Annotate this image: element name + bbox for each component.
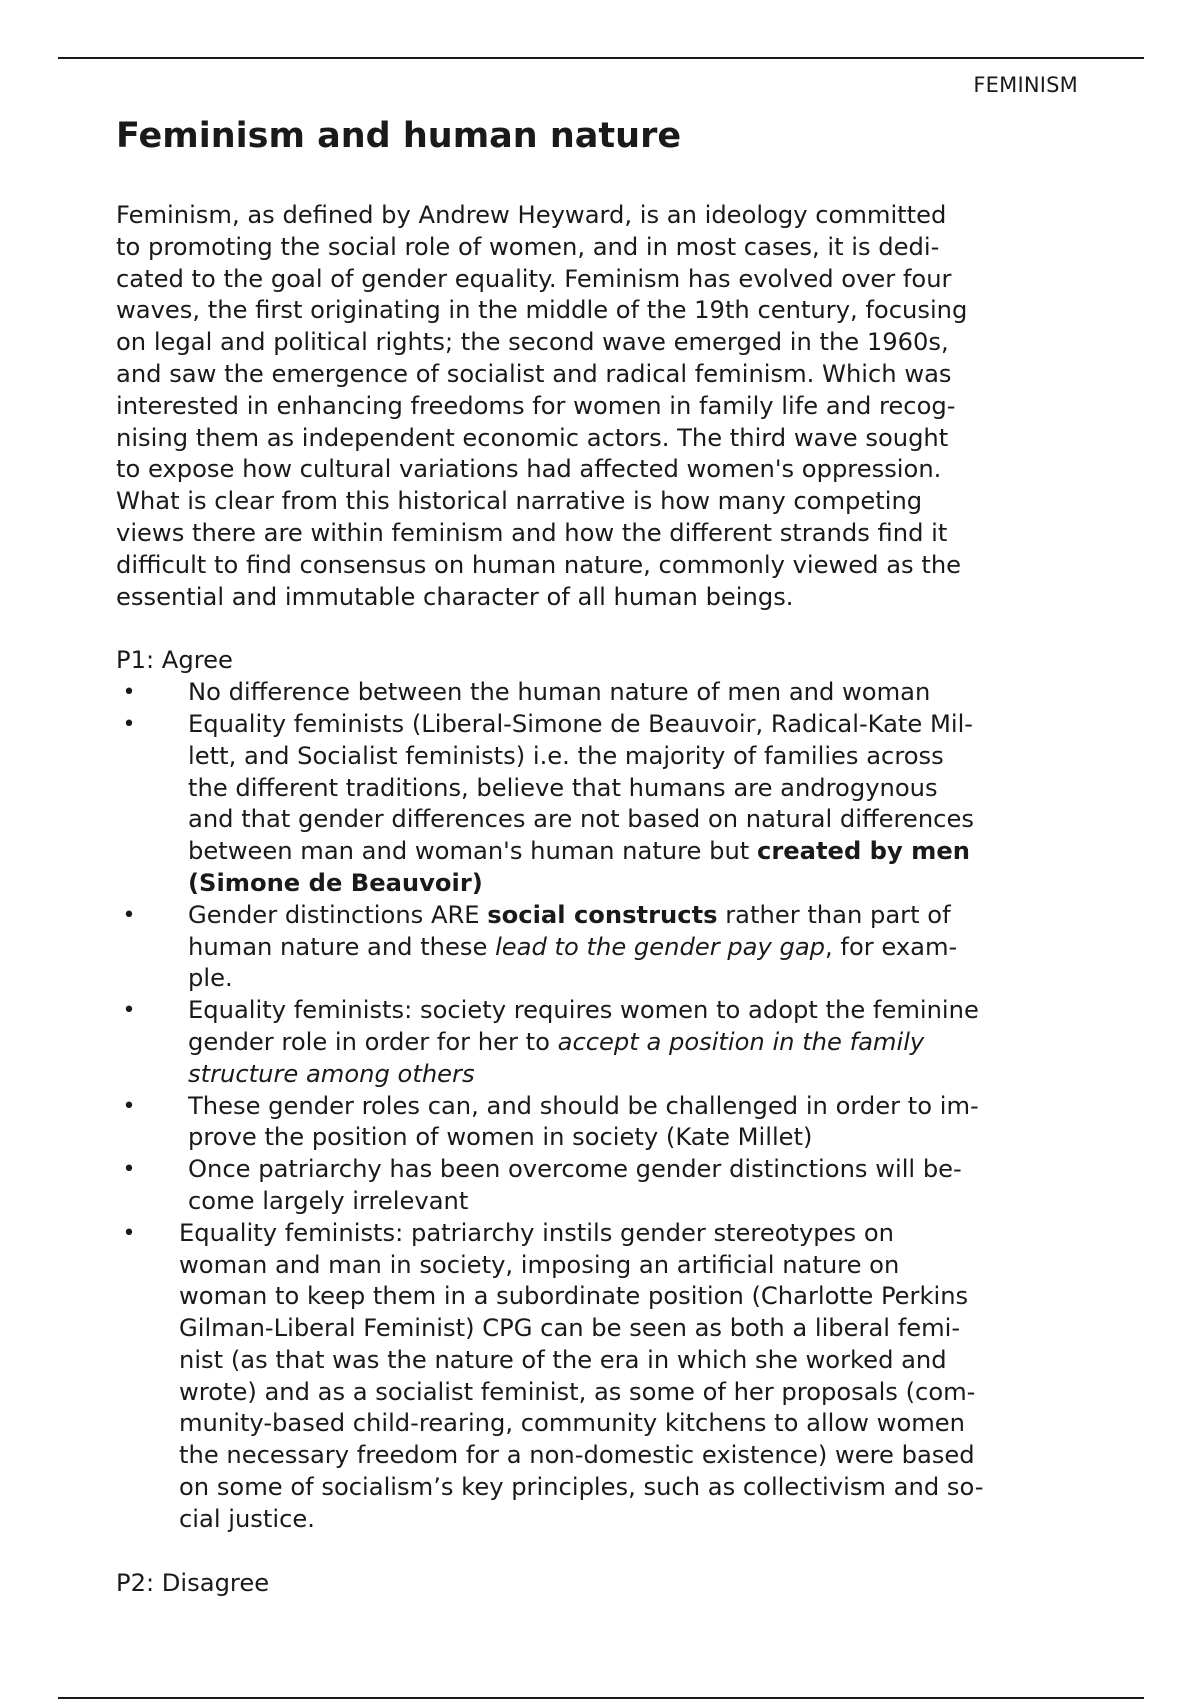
- bullet-icon: •: [122, 711, 136, 737]
- text-run: These gender roles can, and should be challenged in order to im- prove the position of women in society (Kate Millet): [188, 1091, 979, 1152]
- bullet-icon: •: [122, 1157, 136, 1183]
- document-body: [116, 108, 1086, 1599]
- intro-paragraph: Feminism, as defined by Andrew Heyward, is an ideology committed to promoting the social role of women, and in most cases, it is dedi- cated to the goal of gender equality. Feminism has evolved over four waves, the first originating in the middle of the 19th century, focusing on legal and political rights; the second wave emerged in the 1960s, and saw the emergence of socialist and radical feminism. Which was interested in enhancing freedoms for women in family life and recog- nising them as independent economic actors. The third wave sought to expose how cultural variations had affected women's oppression. What is clear from this historical narrative is how many competing views there are within feminism and how the different strands find it difficult to find consensus on human nature, commonly viewed as the essential and immutable character of all human beings.: [116, 201, 968, 611]
- section-label-p2: P2: Disagree: [116, 1568, 270, 1597]
- list-item-text: [116, 1218, 1086, 1536]
- bullet-icon: •: [122, 998, 136, 1024]
- list-item: [116, 1218, 1086, 1536]
- text-run: No difference between the human nature of men and woman: [188, 678, 931, 707]
- bullet-icon: •: [122, 1220, 136, 1246]
- text-run: Gender distinctions ARE: [188, 900, 488, 929]
- list-item: [116, 1154, 1086, 1218]
- text-run: rather than part of human nature and these: [188, 900, 951, 961]
- argument-list: [116, 677, 1086, 1536]
- list-item: [116, 677, 1086, 709]
- header-rule: [58, 57, 1144, 59]
- bullet-icon: •: [122, 1093, 136, 1119]
- emphasis-italic: lead to the gender pay gap: [495, 932, 826, 961]
- running-header: FEMINISM: [973, 73, 1078, 97]
- list-item: [116, 1091, 1086, 1155]
- section-label-p1: P1: Agree: [116, 646, 233, 675]
- emphasis-bold: social constructs: [487, 900, 718, 929]
- text-run: Equality feminists (Liberal-Simone de Beauvoir, Radical-Kate Mil- lett, and Socialist feminists) i.e. the majority of families across the different traditions, believe that humans are androgynous and that gender differences are not based on natural differences between man and woman's human nature but: [188, 709, 974, 866]
- bullet-icon: •: [122, 902, 136, 928]
- list-item-text: [116, 1154, 1086, 1218]
- text-run: Once patriarchy has been overcome gender distinctions will be- come largely irrelevant: [188, 1155, 962, 1215]
- list-item: [116, 709, 1086, 900]
- list-item: [116, 900, 1086, 995]
- list-item-text: [116, 995, 1086, 1090]
- text-run: Equality feminists: patriarchy instils gender stereotypes on woman and man in society, imposing an artificial nature on woman to keep them in a subordinate position (Charlotte Perkins Gilman-Liberal Feminist) CPG can be seen as both a liberal femi- nist (as that was the nature of the era in which she worked and wrote) and as a socialist feminist, as some of her proposals (com- munity-based child-rearing, community kitchens to allow women the necessary freedom for a non-domestic existence) were based on some of socialism’s key principles, such as collectivism and so- cial justice.: [179, 1218, 984, 1533]
- list-item: [116, 995, 1086, 1090]
- bullet-icon: •: [122, 680, 136, 706]
- emphasis-italic: accept a position in the family structure among others: [188, 1027, 925, 1088]
- list-item-text: [116, 1091, 1086, 1155]
- text-run: Equality feminists: society requires women to adopt the feminine gender role in order for her to: [188, 996, 979, 1056]
- list-item-text: [116, 709, 1086, 900]
- document-title: Feminism and human nature: [116, 116, 682, 156]
- list-item-text: [116, 900, 1086, 995]
- text-run: , for exam- ple.: [188, 932, 958, 993]
- list-item-text: [116, 677, 1086, 709]
- footer-rule: [58, 1697, 1144, 1699]
- emphasis-bold: created by men (Simone de Beauvoir): [188, 837, 971, 897]
